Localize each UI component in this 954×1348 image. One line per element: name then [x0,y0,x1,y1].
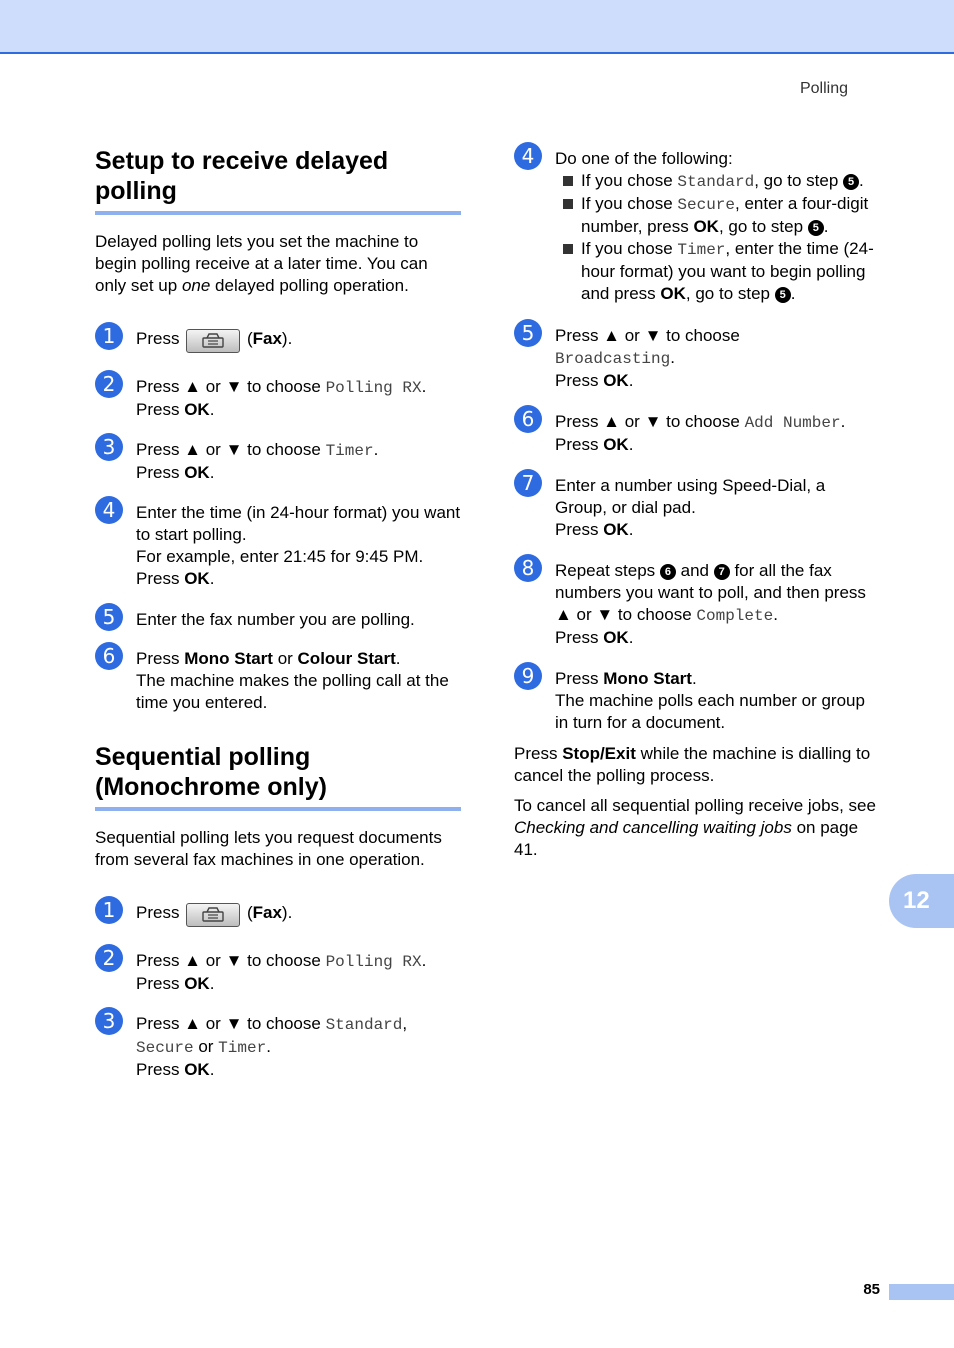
step-5: 5 Press ▲ or ▼ to choose Broadcasting. Press OK. [514,325,879,392]
step-number: 2 [95,944,123,972]
step-1: 1 Press (Fax). [95,902,461,927]
step-reference-icon: 5 [775,287,791,303]
bullet-square-icon [563,199,573,209]
bullet-item: If you chose Timer, enter the time (24-hour format) you want to begin polling and press OK, go to step 5 . [555,238,879,305]
bullet-item: If you chose Secure, enter a four-digit number, press OK, go to step 5 . [555,193,879,238]
fax-button-icon [186,903,240,927]
left-column [95,146,461,1081]
note-stop-exit: Press Stop/Exit while the machine is dialling to cancel the polling process. [514,744,871,785]
step-number: 5 [514,319,542,347]
step-6: 6 Press Mono Start or Colour Start. The machine makes the polling call at the time you entered. [95,648,461,714]
step-2: 2 Press ▲ or ▼ to choose Polling RX. Press OK. [95,950,461,995]
step-reference-icon: 7 [714,564,730,580]
running-title: Polling [799,80,848,97]
note-cancel-jobs: To cancel all sequential polling receive jobs, see Checking and cancelling waiting jobs on page 41. [514,796,876,859]
step-number: 9 [514,662,542,690]
section-title-delayed-polling: Setup to receive delayed polling [95,147,389,205]
section-rule [95,807,461,811]
cross-reference-link[interactable]: Checking and cancelling waiting jobs [514,818,792,837]
step-reference-icon: 6 [660,564,676,580]
step-7: 7 Enter a number using Speed-Dial, a Group, or dial pad. Press OK. [514,475,879,541]
step-3: 3 Press ▲ or ▼ to choose Timer. Press OK. [95,439,461,484]
fax-button-icon [186,329,240,353]
step-1: 1 Press (Fax). [95,328,461,353]
step-number: 7 [514,469,542,497]
intro-paragraph: Delayed polling lets you set the machine to begin polling receive at a later time. You can only set up one delayed polling operation. [95,232,428,295]
bullet-item: If you chose Standard, go to step 5 . [555,170,879,193]
step-4: 4 Enter the time (in 24-hour format) you want to start polling. For example, enter 21:45 for 9:45 PM. Press OK. [95,502,461,590]
chapter-tab: 12 [889,874,954,928]
step-number: 5 [95,603,123,631]
step-8: 8 Repeat steps 6 and 7 for all the fax numbers you want to poll, and then press ▲ or ▼ to choose Complete. Press OK. [514,560,879,649]
step-reference-icon: 5 [808,220,824,236]
step-number: 3 [95,433,123,461]
step-6: 6 Press ▲ or ▼ to choose Add Number. Press OK. [514,411,879,456]
bullet-square-icon [563,176,573,186]
intro-paragraph: Sequential polling lets you request documents from several fax machines in one operation. [95,828,442,869]
header-band [0,0,954,54]
step-3: 3 Press ▲ or ▼ to choose Standard, Secure or Timer. Press OK. [95,1013,461,1081]
step-number: 3 [95,1007,123,1035]
step-number: 6 [514,405,542,433]
bullet-square-icon [563,244,573,254]
step-9: 9 Press Mono Start. The machine polls each number or group in turn for a document. [514,668,879,734]
step-number: 4 [514,142,542,170]
step-4: 4 Do one of the following: If you chose Standard, go to step 5 . If you chose Secure, enter a four-digit number, press OK, go to step 5 . If you chose Timer, enter the time (24-hour format) you want to begin polling and press OK, go to step 5 . [514,148,879,305]
step-number: 4 [95,496,123,524]
step-number: 2 [95,370,123,398]
step-number: 1 [95,322,123,350]
step-number: 8 [514,554,542,582]
step-reference-icon: 5 [843,174,859,190]
section-title-sequential-polling: Sequential polling (Monochrome only) [95,743,327,801]
step-number: 1 [95,896,123,924]
page-number: 85 [863,1281,880,1298]
step-number: 6 [95,642,123,670]
page-number-bar [889,1284,954,1300]
right-column [514,144,879,861]
step-2: 2 Press ▲ or ▼ to choose Polling RX. Press OK. [95,376,461,421]
section-rule [95,211,461,215]
step-5: 5 Enter the fax number you are polling. [95,609,461,631]
